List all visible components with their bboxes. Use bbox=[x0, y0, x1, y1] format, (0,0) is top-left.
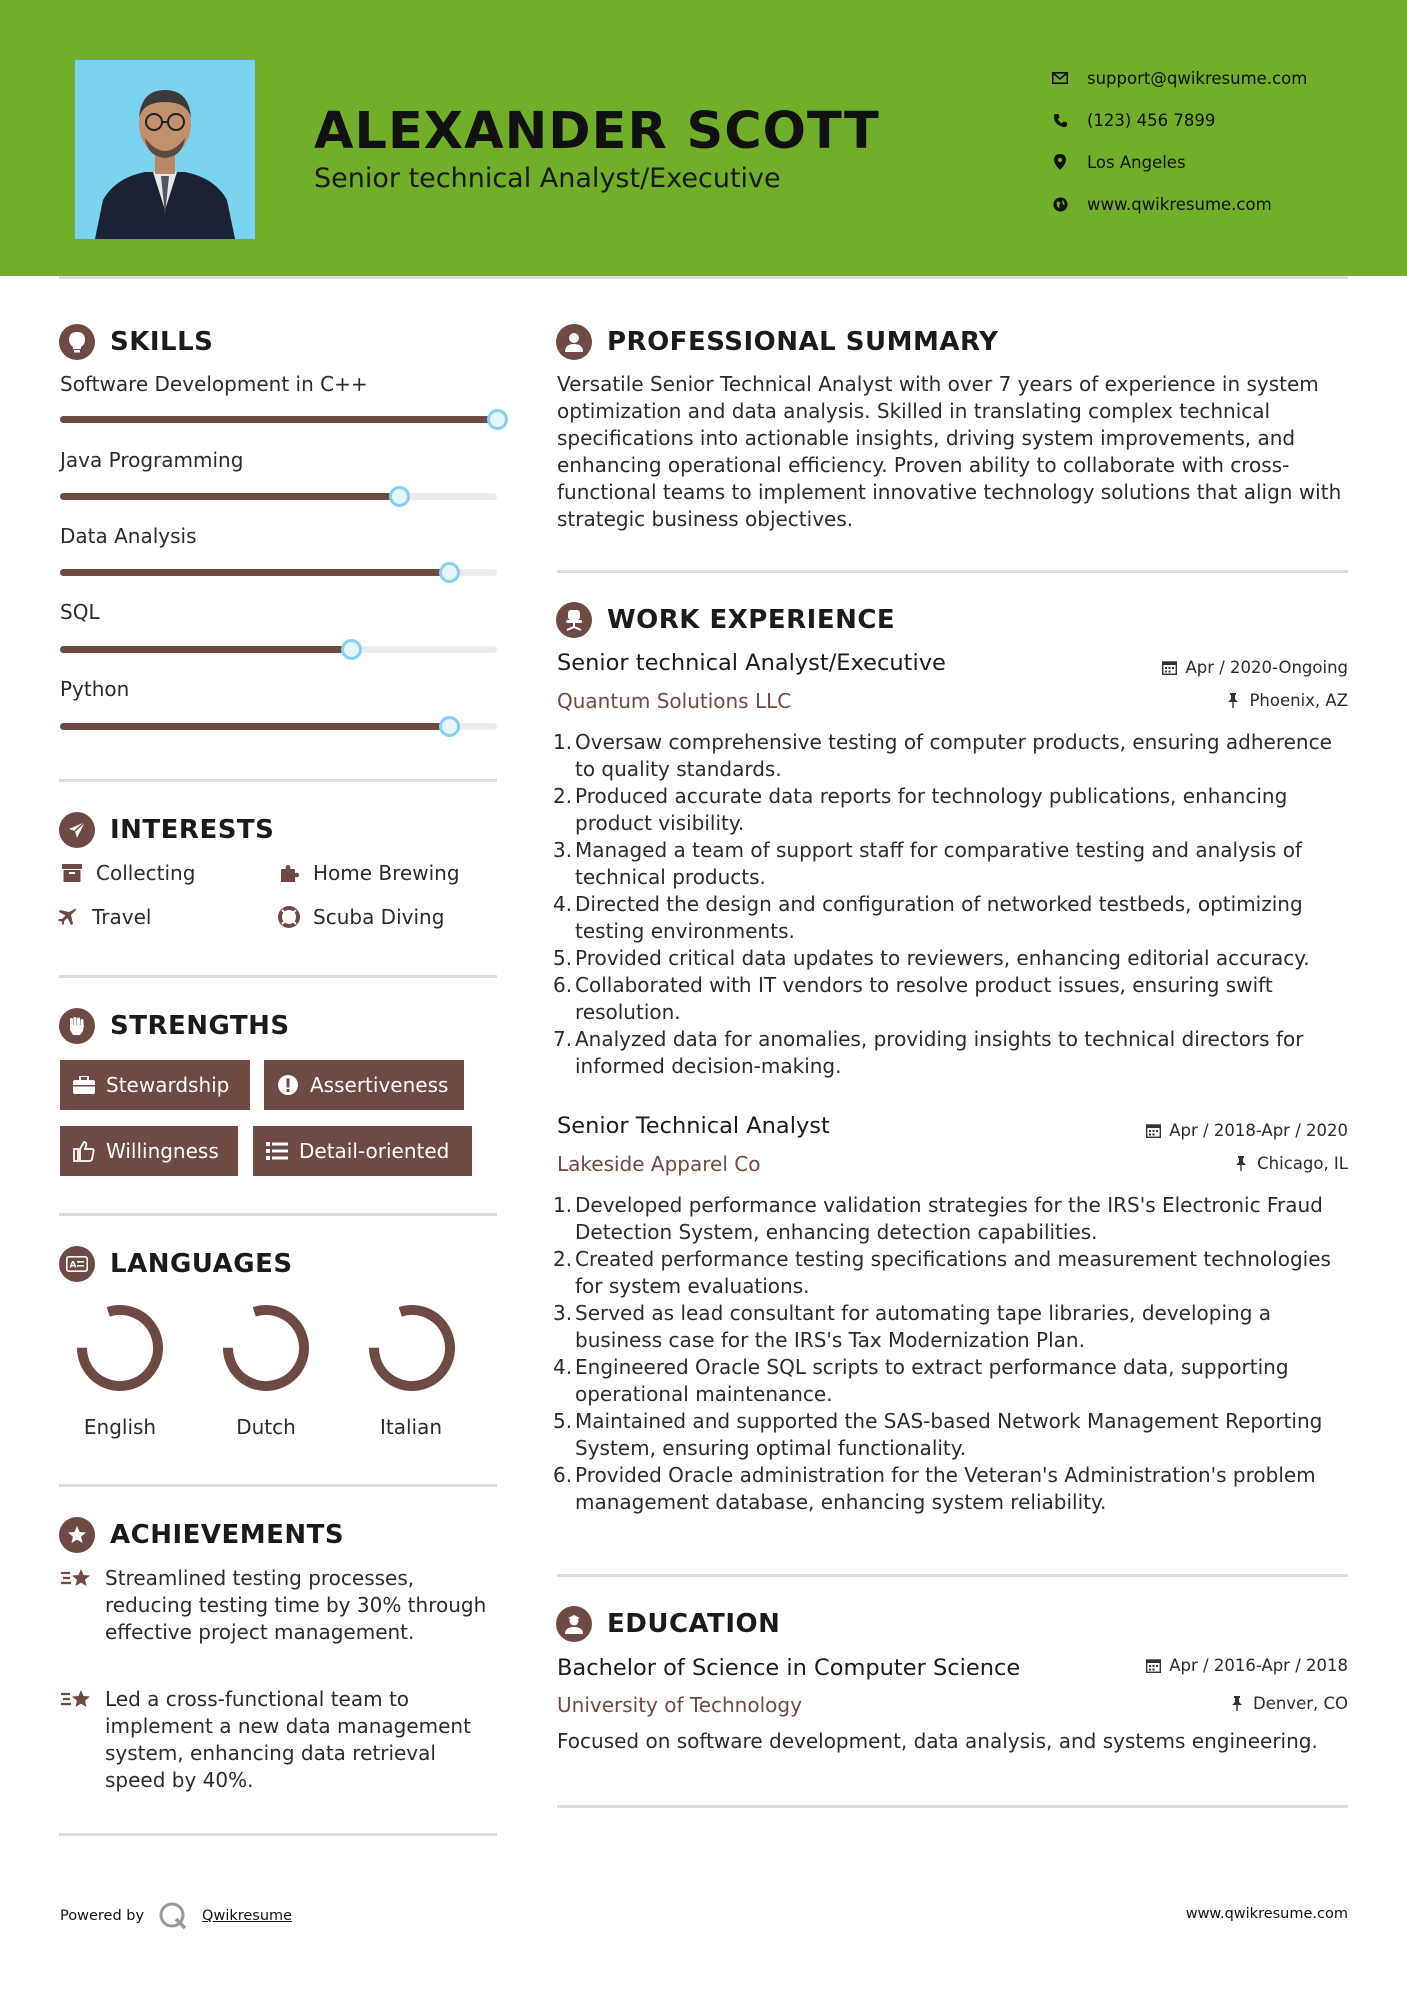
section-divider bbox=[59, 779, 497, 782]
job-title: Senior technical Analyst/Executive bbox=[557, 650, 946, 676]
job-dates-text: Apr / 2018-Apr / 2020 bbox=[1169, 1121, 1348, 1140]
calendar-icon bbox=[1145, 1123, 1161, 1139]
candidate-role: Senior technical Analyst/Executive bbox=[314, 163, 781, 194]
contact-website[interactable] bbox=[1050, 183, 1307, 225]
education-heading bbox=[556, 1606, 780, 1642]
candidate-name: ALEXANDER SCOTT bbox=[314, 102, 880, 161]
section-divider bbox=[557, 1805, 1348, 1808]
duty-text: Created performance testing specifications and measurement technologies for system evaluations. bbox=[575, 1247, 1331, 1298]
skill-bar bbox=[60, 646, 497, 653]
work-heading bbox=[556, 602, 895, 638]
interest-item bbox=[277, 861, 460, 885]
job-company: Lakeside Apparel Co bbox=[557, 1152, 761, 1176]
star-badge-icon bbox=[59, 1517, 95, 1553]
strength-label: Willingness bbox=[106, 1139, 219, 1163]
achievement-text: Led a cross-functional team to implement a new data management system, enhancing data retrieval speed by 40%. bbox=[105, 1687, 471, 1792]
language-label: Italian bbox=[379, 1415, 443, 1439]
profile-photo bbox=[75, 60, 255, 239]
section-divider bbox=[557, 570, 1348, 573]
job-dates bbox=[1145, 1121, 1348, 1140]
interest-item bbox=[60, 861, 195, 885]
strength-tag bbox=[60, 1060, 250, 1110]
interests-title: INTERESTS bbox=[110, 815, 275, 845]
qwikresume-link[interactable]: Qwikresume bbox=[202, 1908, 293, 1924]
phone-icon bbox=[1050, 110, 1070, 130]
strengths-heading bbox=[59, 1008, 290, 1044]
skill-bar-fill bbox=[60, 723, 449, 730]
contact-website-text: www.qwikresume.com bbox=[1087, 194, 1272, 214]
contact-location-text: Los Angeles bbox=[1087, 152, 1186, 172]
education-title: EDUCATION bbox=[607, 1609, 781, 1639]
achievements-heading bbox=[59, 1517, 344, 1553]
interests-heading bbox=[59, 812, 274, 848]
interest-item bbox=[56, 905, 151, 929]
education-dates bbox=[1145, 1656, 1348, 1675]
duty-text: Collaborated with IT vendors to resolve product issues, ensuring swift resolution. bbox=[575, 973, 1273, 1024]
duty-text: Directed the design and configuration of networked testbeds, optimizing testing environments. bbox=[575, 892, 1303, 943]
svg-text:A: A bbox=[69, 1260, 77, 1271]
section-divider bbox=[59, 1213, 497, 1216]
interest-label: Collecting bbox=[96, 861, 196, 885]
contact-phone[interactable] bbox=[1050, 99, 1307, 141]
interest-label: Scuba Diving bbox=[313, 905, 445, 929]
skills-heading bbox=[59, 324, 213, 360]
raised-fist-icon bbox=[59, 1008, 95, 1044]
exclamation-circle-icon bbox=[276, 1073, 300, 1097]
contact-email[interactable] bbox=[1050, 57, 1307, 99]
strength-label: Detail-oriented bbox=[299, 1139, 450, 1163]
briefcase-icon bbox=[72, 1073, 96, 1097]
duty-text: Provided Oracle administration for the Veteran's Administration's problem management database, enhancing system reliability. bbox=[575, 1463, 1316, 1514]
footer-url[interactable]: www.qwikresume.com bbox=[1185, 1906, 1348, 1922]
duty-item: 4. Engineered Oracle SQL scripts to extract performance data, supporting operational maintenance. bbox=[553, 1355, 1289, 1406]
duty-text: Served as lead consultant for automating tape libraries, developing a business case for the IRS's Tax Modernization Plan. bbox=[575, 1301, 1272, 1352]
achievement-item bbox=[60, 1565, 500, 1646]
pushpin-icon bbox=[1225, 693, 1241, 709]
duty-text: Developed performance validation strategies for the IRS's Electronic Fraud Detection System, enhancing detection capabilities. bbox=[575, 1193, 1323, 1244]
skill-bar-knob bbox=[389, 486, 410, 507]
duty-item: 1. Developed performance validation strategies for the IRS's Electronic Fraud Detection System, enhancing detection capabilities. bbox=[553, 1193, 1323, 1244]
job-dates bbox=[1161, 658, 1348, 677]
languages-title: LANGUAGES bbox=[110, 1249, 293, 1279]
strength-tag bbox=[264, 1060, 464, 1110]
puzzle-piece-icon bbox=[277, 861, 301, 885]
duty-item: 4. Directed the design and configuration of networked testbeds, optimizing testing environments. bbox=[553, 892, 1303, 943]
job-location-text: Chicago, IL bbox=[1257, 1154, 1348, 1173]
contact-list bbox=[1050, 57, 1307, 225]
shooting-star-icon bbox=[60, 1686, 94, 1716]
pushpin-icon bbox=[1229, 1696, 1245, 1712]
strength-label: Assertiveness bbox=[310, 1073, 449, 1097]
education-school: University of Technology bbox=[557, 1693, 802, 1717]
powered-by-label: Powered by bbox=[60, 1908, 145, 1924]
airplane-icon bbox=[56, 905, 80, 929]
duty-text: Engineered Oracle SQL scripts to extract performance data, supporting operational maintenance. bbox=[575, 1355, 1289, 1406]
resume-header bbox=[0, 0, 1407, 276]
language-label: English bbox=[83, 1415, 157, 1439]
job-location bbox=[1233, 1154, 1348, 1173]
header-divider bbox=[59, 276, 1348, 279]
job-duties bbox=[553, 1192, 1357, 1516]
skill-bar-fill bbox=[60, 569, 449, 576]
list-icon bbox=[265, 1139, 289, 1163]
duty-item: 7. Analyzed data for anomalies, providing insights to technical directors for informed decision-making. bbox=[553, 1027, 1304, 1078]
footer-powered-by bbox=[60, 1901, 292, 1931]
envelope-icon bbox=[1050, 68, 1070, 88]
skill-bar-knob bbox=[439, 716, 460, 737]
skill-bar bbox=[60, 416, 497, 423]
duty-item: 6. Provided Oracle administration for the Veteran's Administration's problem management database, enhancing system reliability. bbox=[553, 1463, 1316, 1514]
education-location bbox=[1229, 1694, 1348, 1713]
duty-text: Provided critical data updates to reviewers, enhancing editorial accuracy. bbox=[575, 946, 1310, 970]
job-duties bbox=[553, 729, 1357, 1080]
skill-bar bbox=[60, 723, 497, 730]
qwikresume-logo-icon bbox=[158, 1901, 188, 1931]
map-pin-icon bbox=[1050, 152, 1070, 172]
job-dates-text: Apr / 2020-Ongoing bbox=[1185, 658, 1348, 677]
skill-bar-knob bbox=[487, 409, 508, 430]
calendar-icon bbox=[1145, 1658, 1161, 1674]
duty-text: Analyzed data for anomalies, providing insights to technical directors for informed decision-making. bbox=[575, 1027, 1304, 1078]
achievement-item bbox=[60, 1686, 500, 1794]
paper-plane-icon bbox=[59, 812, 95, 848]
education-dates-text: Apr / 2016-Apr / 2018 bbox=[1169, 1656, 1348, 1675]
contact-location bbox=[1050, 141, 1307, 183]
languages-heading bbox=[59, 1246, 293, 1282]
duty-item: 2. Created performance testing specifications and measurement technologies for system evaluations. bbox=[553, 1247, 1331, 1298]
summary-text: Versatile Senior Technical Analyst with over 7 years of experience in system optimization and data analysis. Skilled in translating complex technical specifications into actionable insights, driving system improvements, and enhancing operational efficiency. Proven ability to collaborate with cross-functional teams to implement innovative technology solutions that align with strategic business objectives. bbox=[557, 372, 1342, 531]
skill-bar bbox=[60, 493, 497, 500]
globe-icon bbox=[1050, 194, 1070, 214]
summary-title: PROFESSIONAL SUMMARY bbox=[607, 327, 999, 357]
section-divider bbox=[557, 1574, 1348, 1577]
section-divider bbox=[59, 1484, 497, 1487]
skill-bar-knob bbox=[341, 639, 362, 660]
language-gauge-arc bbox=[218, 1300, 314, 1396]
calendar-icon bbox=[1161, 660, 1177, 676]
skill-label: Python bbox=[60, 677, 130, 701]
skill-label: Data Analysis bbox=[60, 524, 197, 548]
interest-label: Home Brewing bbox=[313, 861, 460, 885]
graduate-icon bbox=[556, 1606, 592, 1642]
job-title: Senior Technical Analyst bbox=[557, 1113, 830, 1139]
strengths-title: STRENGTHS bbox=[110, 1011, 290, 1041]
thumbs-up-icon bbox=[72, 1139, 96, 1163]
skill-label: Java Programming bbox=[60, 448, 244, 472]
pushpin-icon bbox=[1233, 1156, 1249, 1172]
contact-email-text: support@qwikresume.com bbox=[1087, 68, 1308, 88]
language-gauge bbox=[65, 1300, 175, 1396]
skills-title: SKILLS bbox=[110, 327, 214, 357]
job-company: Quantum Solutions LLC bbox=[557, 689, 792, 713]
lightbulb-icon bbox=[59, 324, 95, 360]
job-location-text: Phoenix, AZ bbox=[1249, 691, 1348, 710]
skill-bar-fill bbox=[60, 416, 497, 423]
skill-label: SQL bbox=[60, 600, 100, 624]
archive-box-icon bbox=[60, 861, 84, 885]
interest-item bbox=[277, 905, 444, 929]
education-location-text: Denver, CO bbox=[1252, 1694, 1348, 1713]
skill-bar-knob bbox=[439, 562, 460, 583]
job-location bbox=[1225, 691, 1348, 710]
achievements-title: ACHIEVEMENTS bbox=[110, 1520, 345, 1550]
contact-phone-text: (123) 456 7899 bbox=[1087, 110, 1216, 130]
office-chair-icon bbox=[556, 602, 592, 638]
skill-bar bbox=[60, 569, 497, 576]
language-gauge-arc bbox=[364, 1300, 460, 1396]
duty-item: 3. Served as lead consultant for automating tape libraries, developing a business case for the IRS's Tax Modernization Plan. bbox=[553, 1301, 1272, 1352]
strength-tag bbox=[60, 1126, 238, 1176]
language-gauge bbox=[357, 1300, 467, 1396]
language-gauge-arc bbox=[72, 1300, 168, 1396]
achievement-text: Streamlined testing processes, reducing testing time by 30% through effective project management. bbox=[105, 1566, 487, 1644]
duty-item: 5. Provided critical data updates to reviewers, enhancing editorial accuracy. bbox=[553, 946, 1310, 970]
language-card-icon bbox=[59, 1246, 95, 1282]
summary-heading bbox=[556, 324, 998, 360]
strength-label: Stewardship bbox=[106, 1073, 230, 1097]
strength-tag bbox=[253, 1126, 472, 1176]
language-label: Dutch bbox=[236, 1415, 296, 1439]
work-title: WORK EXPERIENCE bbox=[607, 605, 896, 635]
duty-text: Produced accurate data reports for technology publications, enhancing product visibility. bbox=[575, 784, 1288, 835]
duty-item: 6. Collaborated with IT vendors to resolve product issues, ensuring swift resolution. bbox=[553, 973, 1273, 1024]
duty-item: 3. Managed a team of support staff for comparative testing and analysis of technical products. bbox=[553, 838, 1302, 889]
skill-bar-fill bbox=[60, 646, 351, 653]
skill-label: Software Development in C++ bbox=[60, 372, 368, 396]
duty-item: 1. Oversaw comprehensive testing of computer products, ensuring adherence to quality standards. bbox=[553, 730, 1332, 781]
duty-text: Oversaw comprehensive testing of computer products, ensuring adherence to quality standards. bbox=[575, 730, 1332, 781]
life-ring-icon bbox=[277, 905, 301, 929]
shooting-star-icon bbox=[60, 1565, 94, 1595]
duty-item: 5. Maintained and supported the SAS-based Network Management Reporting System, ensuring optimal functionality. bbox=[553, 1409, 1323, 1460]
duty-item: 2. Produced accurate data reports for technology publications, enhancing product visibility. bbox=[553, 784, 1288, 835]
education-degree: Bachelor of Science in Computer Science bbox=[557, 1655, 1021, 1681]
education-description: Focused on software development, data analysis, and systems engineering. bbox=[557, 1729, 1318, 1753]
skill-bar-fill bbox=[60, 493, 399, 500]
duty-text: Maintained and supported the SAS-based Network Management Reporting System, ensuring optimal functionality. bbox=[575, 1409, 1323, 1460]
section-divider bbox=[59, 1833, 497, 1836]
duty-text: Managed a team of support staff for comparative testing and analysis of technical products. bbox=[575, 838, 1302, 889]
interest-label: Travel bbox=[92, 905, 152, 929]
user-icon bbox=[556, 324, 592, 360]
section-divider bbox=[59, 975, 497, 978]
language-gauge bbox=[211, 1300, 321, 1396]
